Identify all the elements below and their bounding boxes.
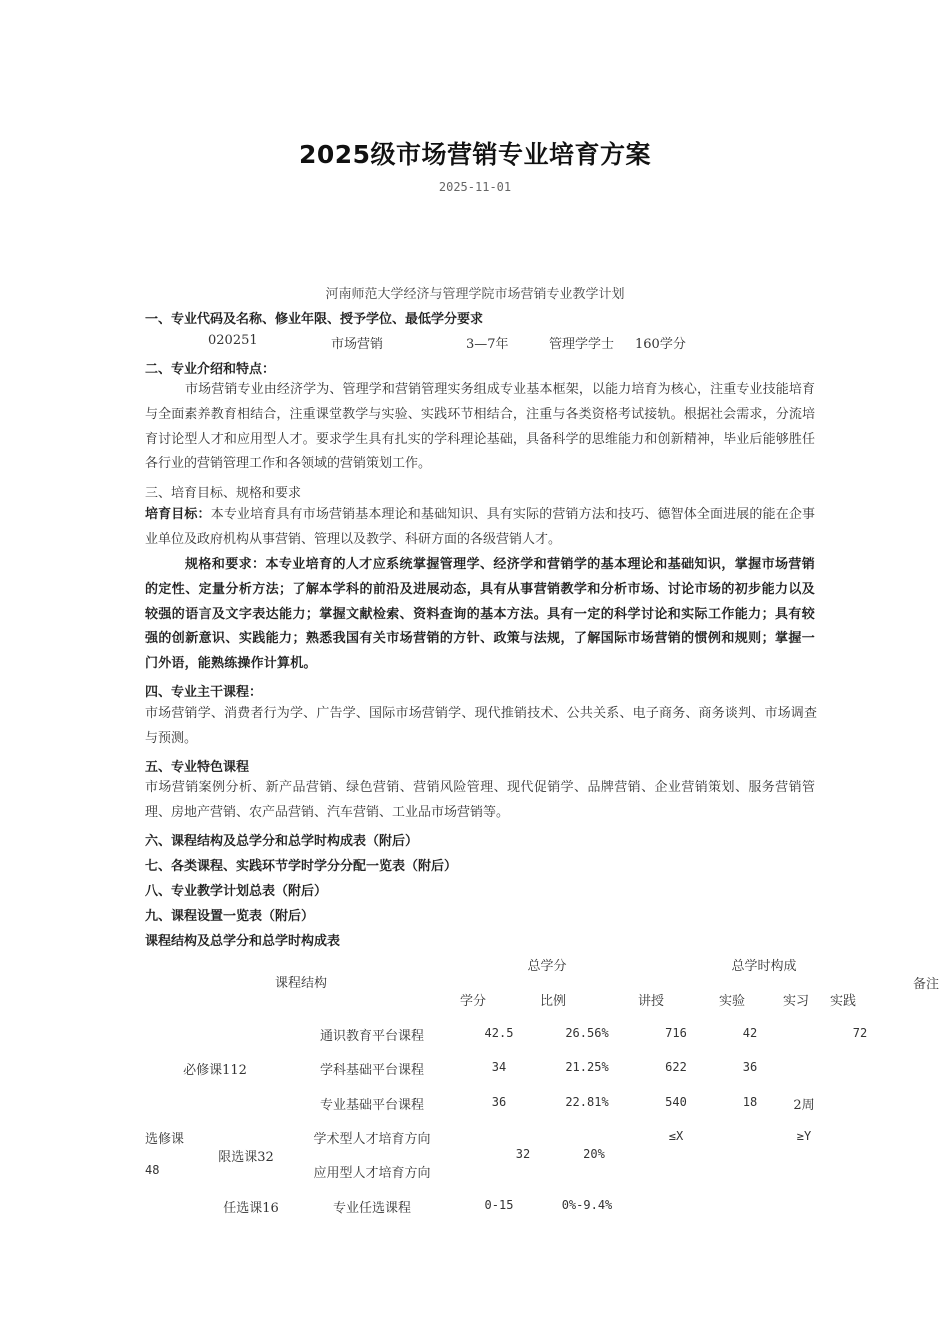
document-subtitle: 河南师范大学经济与管理学院市场营销专业教学计划 [325, 287, 625, 302]
header-total-credits: 总学分 [527, 959, 567, 974]
optional-credits: 0-15 [484, 1198, 514, 1212]
section4-text: 市场营销学、消费者行为学、广告学、国际市场营销学、现代推销技术、公共关系、电子商务、商务谈判、市场调查与预测。 [145, 706, 817, 746]
header-credits: 学分 [459, 994, 487, 1009]
row-credits: 42.5 [484, 1026, 514, 1040]
header-practice: 实践 [829, 994, 857, 1009]
row-ratio: 26.56% [565, 1026, 609, 1040]
row-internship: 2周 [793, 1098, 815, 1113]
section9-heading: 九、课程设置一览表（附后） [145, 909, 315, 924]
section7-heading: 七、各类课程、实践环节学时学分分配一览表（附后） [145, 859, 458, 874]
row-lecture: 622 [665, 1060, 687, 1074]
row-ratio: 22.81% [565, 1095, 609, 1109]
required-label: 必修课112 [183, 1063, 247, 1078]
applied-track: 应用型人才培育方向 [313, 1166, 431, 1181]
section3-goal [145, 503, 815, 553]
row-lecture: 540 [665, 1095, 687, 1109]
table-caption: 课程结构及总学分和总学时构成表 [145, 934, 341, 949]
section3-requirements: 规格和要求：本专业培育的人才应系统掌握管理学、经济学和营销学的基本理论和基础知识，掌握市场营销的定性、定量分析方法；了解本学科的前沿及进展动态，具有从事营销教学和分析市场、讨论市场的初步能力以及较强的语言及文字表达能力；掌握文献检索、资料查询的基本方法。具有一定的科学讨论和实际工作能力；具有较强的创新意识、实践能力；熟悉我国有关市场营销的方针、政策与法规，了解国际市场营销的惯例和规则；掌握一门外语，能熟练操作计算机。 [145, 557, 815, 672]
section4-heading: 四、专业主干课程： [145, 685, 263, 700]
row-name: 通识教育平台课程 [319, 1029, 425, 1044]
section5-text: 市场营销案例分析、新产品营销、绿色营销、营销风险管理、现代促销学、品牌营销、企业营销策划、服务营销管理、房地产营销、农产品营销、汽车营销、工业品市场营销等。 [145, 780, 815, 820]
header-lecture: 讲授 [637, 994, 665, 1009]
section2-heading: 二、专业介绍和特点： [145, 362, 276, 377]
elective-credits: 48 [145, 1163, 160, 1177]
study-years: 3—7年 [466, 337, 509, 352]
row-credits: 36 [491, 1095, 507, 1109]
row-lecture: 716 [665, 1026, 687, 1040]
optional-course-name: 专业任选课程 [332, 1201, 412, 1216]
limited-elective-label: 限选课32 [218, 1150, 274, 1165]
header-experiment: 实验 [718, 994, 746, 1009]
header-structure: 课程结构 [274, 976, 328, 991]
section2-text: 市场营销专业由经济学为、管理学和营销管理实务组成专业基本框架，以能力培育为核心，注重专业技能培育与全面素养教育相结合，注重课堂教学与实验、实践环节相结合，注重与各类资格考试接轨。根据社会需求，分流培育讨论型人才和应用型人才。要求学生具有扎实的学科理论基础，具备科学的思维能力和创新精神，毕业后能够胜任各行业的营销管理工作和各领域的营销策划工作。 [145, 382, 815, 472]
row-experiment: 36 [742, 1060, 758, 1074]
section3-heading: 三、培育目标、规格和要求 [145, 486, 302, 501]
major-code: 020251 [208, 333, 258, 348]
optional-ratio: 0%-9.4% [561, 1198, 613, 1212]
row-ratio: 21.25% [565, 1060, 609, 1074]
goal-text: 本专业培育具有市场营销基本理论和基础知识、具有实际的营销方法和技巧、德智体全面进展的能在企事业单位及政府机构从事营销、管理以及教学、科研方面的各级营销人才。 [145, 507, 815, 547]
row-experiment: 18 [742, 1095, 758, 1109]
row-name: 专业基础平台课程 [319, 1098, 425, 1113]
section6-heading: 六、课程结构及总学分和总学时构成表（附后） [145, 834, 419, 849]
elective-label: 选修课 [145, 1132, 185, 1147]
section5-heading: 五、专业特色课程 [145, 760, 250, 775]
header-total-hours: 总学时构成 [731, 959, 797, 974]
row-credits: 34 [491, 1060, 507, 1074]
section1-heading: 一、专业代码及名称、修业年限、授予学位、最低学分要求 [145, 312, 484, 327]
section8-heading: 八、专业教学计划总表（附后） [145, 884, 328, 899]
major-name: 市场营销 [331, 337, 384, 352]
goal-label: 培育目标： [145, 507, 211, 522]
min-credits: 160学分 [635, 337, 686, 352]
elective-internship: ≥Y [796, 1129, 812, 1143]
degree: 管理学学士 [549, 337, 615, 352]
elective-lecture: ≤X [668, 1129, 684, 1143]
optional-elective-label: 任选课16 [223, 1201, 279, 1216]
academic-track: 学术型人才培育方向 [313, 1132, 431, 1147]
row-name: 学科基础平台课程 [319, 1063, 425, 1078]
limited-credits: 32 [515, 1147, 531, 1161]
page-title: 2025级市场营销专业培育方案 [298, 140, 652, 169]
header-ratio: 比例 [539, 994, 567, 1009]
limited-ratio: 20% [583, 1147, 605, 1161]
row-practice: 72 [852, 1026, 868, 1040]
publish-date: 2025-11-01 [438, 180, 512, 194]
row-experiment: 42 [742, 1026, 758, 1040]
header-internship: 实习 [782, 994, 810, 1009]
header-remark: 备注 [913, 977, 940, 992]
